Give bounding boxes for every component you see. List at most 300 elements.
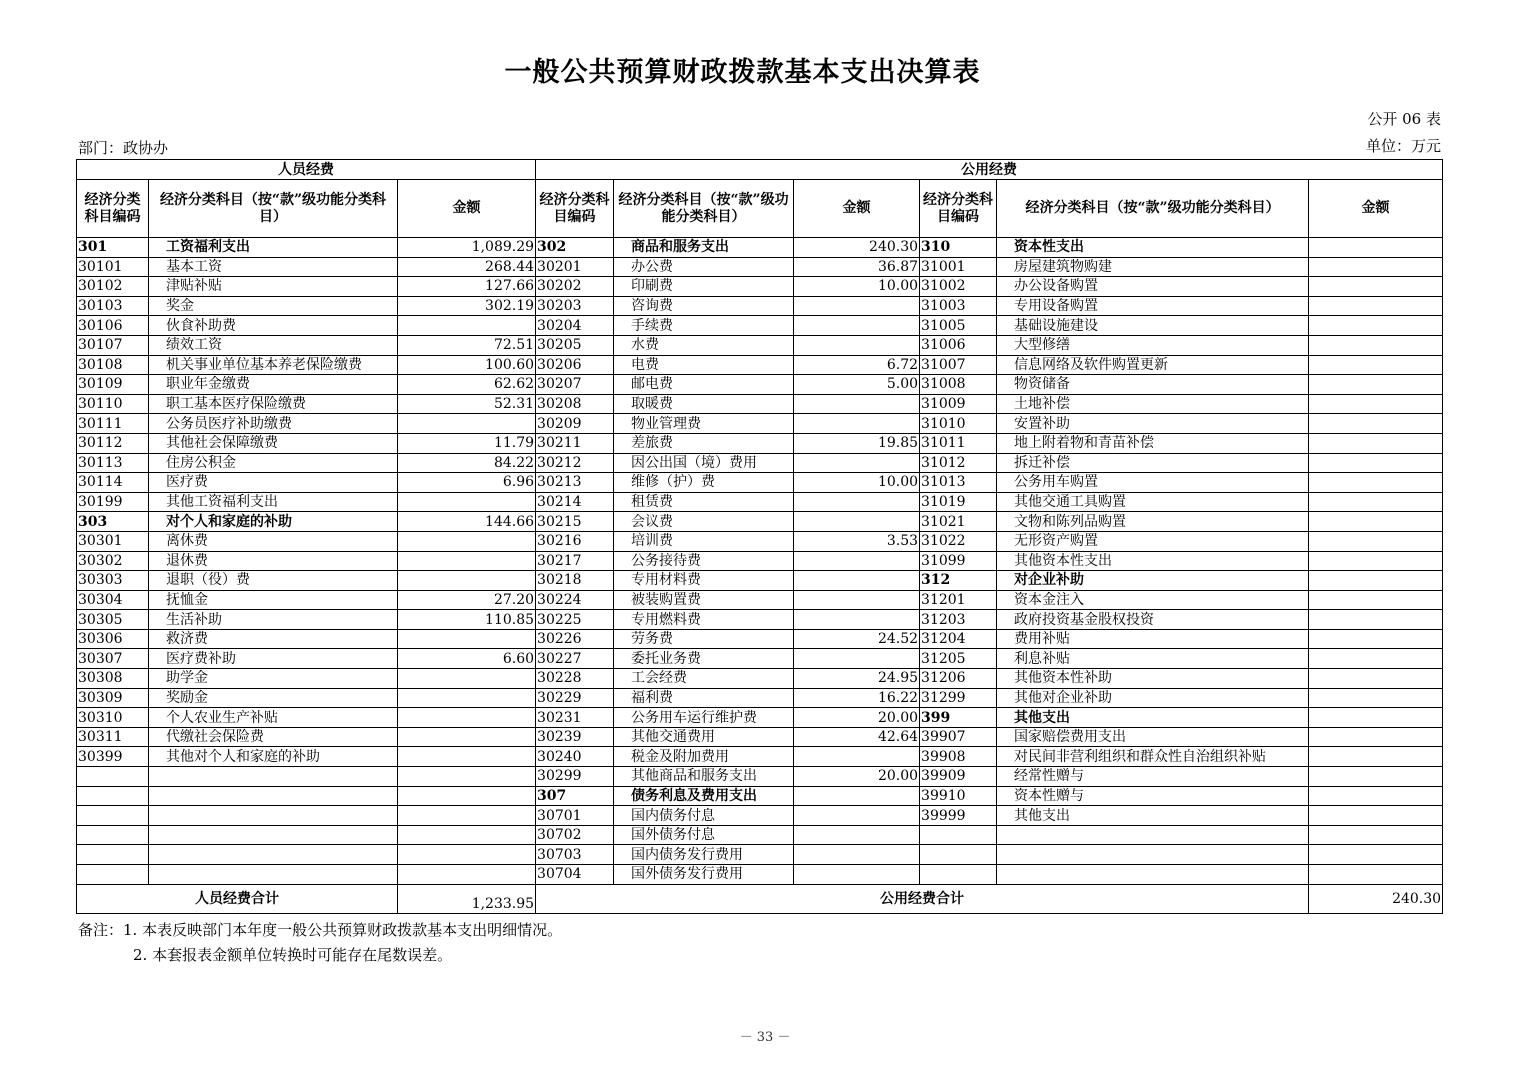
row-code-cell: 30205 bbox=[536, 335, 614, 355]
row-amount-cell bbox=[794, 551, 920, 571]
row-code-cell: 31007 bbox=[920, 355, 997, 375]
row-code-cell: 30704 bbox=[536, 865, 614, 885]
row-subject-cell: 其他商品和服务支出 bbox=[614, 767, 794, 787]
row-code-cell: 307 bbox=[536, 786, 614, 806]
row-amount-cell: 84.22 bbox=[398, 453, 536, 473]
row-code-cell: 30399 bbox=[77, 747, 149, 767]
unit-label: 单位：万元 bbox=[1365, 137, 1441, 155]
row-code-cell: 30231 bbox=[536, 708, 614, 728]
table-row bbox=[77, 865, 1443, 885]
row-subject-cell: 利息补贴 bbox=[997, 649, 1309, 669]
table-row bbox=[77, 296, 1443, 316]
row-subject-cell bbox=[149, 845, 398, 865]
row-amount-cell bbox=[398, 825, 536, 845]
row-subject-cell: 因公出国（境）费用 bbox=[614, 453, 794, 473]
row-amount-cell: 24.95 bbox=[794, 669, 920, 689]
header-amount: 金额 bbox=[1309, 180, 1443, 238]
row-subject-cell: 生活补助 bbox=[149, 610, 398, 630]
row-amount-cell bbox=[1309, 335, 1443, 355]
row-subject-cell: 离休费 bbox=[149, 531, 398, 551]
row-code-cell: 30217 bbox=[536, 551, 614, 571]
row-code-cell: 30304 bbox=[77, 590, 149, 610]
row-code-cell: 30216 bbox=[536, 531, 614, 551]
row-subject-cell: 会议费 bbox=[614, 512, 794, 532]
row-subject-cell: 土地补偿 bbox=[997, 394, 1309, 414]
table-row bbox=[77, 708, 1443, 728]
row-subject-cell bbox=[997, 865, 1309, 885]
table-row bbox=[77, 335, 1443, 355]
row-amount-cell bbox=[1309, 473, 1443, 493]
row-subject-cell: 个人农业生产补贴 bbox=[149, 708, 398, 728]
row-subject-cell: 其他资本性支出 bbox=[997, 551, 1309, 571]
table-row bbox=[77, 355, 1443, 375]
row-amount-cell bbox=[1309, 747, 1443, 767]
row-subject-cell: 福利费 bbox=[614, 688, 794, 708]
row-subject-cell bbox=[149, 865, 398, 885]
row-code-cell: 39999 bbox=[920, 806, 997, 826]
row-code-cell: 302 bbox=[536, 238, 614, 258]
row-code-cell: 30240 bbox=[536, 747, 614, 767]
row-subject-cell: 物业管理费 bbox=[614, 414, 794, 434]
row-code-cell: 30106 bbox=[77, 316, 149, 336]
row-amount-cell bbox=[398, 727, 536, 747]
row-amount-cell bbox=[794, 806, 920, 826]
row-code-cell: 30109 bbox=[77, 375, 149, 395]
row-subject-cell: 工会经费 bbox=[614, 669, 794, 689]
table-row bbox=[77, 238, 1443, 258]
row-subject-cell: 专用燃料费 bbox=[614, 610, 794, 630]
table-row bbox=[77, 649, 1443, 669]
row-code-cell: 30103 bbox=[77, 296, 149, 316]
header-subject: 经济分类科目（按“款”级功能分类科目） bbox=[997, 180, 1309, 238]
row-code-cell: 30101 bbox=[77, 257, 149, 277]
row-code-cell: 303 bbox=[77, 512, 149, 532]
row-subject-cell: 其他支出 bbox=[997, 806, 1309, 826]
row-amount-cell bbox=[1309, 845, 1443, 865]
row-code-cell: 30301 bbox=[77, 531, 149, 551]
row-code-cell: 30307 bbox=[77, 649, 149, 669]
row-code-cell: 30308 bbox=[77, 669, 149, 689]
row-subject-cell: 国内债务付息 bbox=[614, 806, 794, 826]
row-subject-cell: 国外债务发行费用 bbox=[614, 865, 794, 885]
note-line-1: 备注：1. 本表反映部门本年度一般公共预算财政拨款基本支出明细情况。 bbox=[78, 921, 563, 939]
row-amount-cell bbox=[1309, 512, 1443, 532]
row-subject-cell: 政府投资基金股权投资 bbox=[997, 610, 1309, 630]
row-code-cell: 30703 bbox=[536, 845, 614, 865]
row-subject-cell: 退休费 bbox=[149, 551, 398, 571]
row-code-cell bbox=[77, 825, 149, 845]
row-code-cell: 39909 bbox=[920, 767, 997, 787]
row-subject-cell: 其他工资福利支出 bbox=[149, 492, 398, 512]
row-subject-cell: 退职（役）费 bbox=[149, 571, 398, 591]
row-code-cell: 31299 bbox=[920, 688, 997, 708]
row-code-cell: 39908 bbox=[920, 747, 997, 767]
row-amount-cell bbox=[794, 786, 920, 806]
row-subject-cell: 专用设备购置 bbox=[997, 296, 1309, 316]
table-row bbox=[77, 806, 1443, 826]
row-amount-cell: 6.96 bbox=[398, 473, 536, 493]
public-total-value: 240.30 bbox=[1309, 884, 1443, 913]
row-amount-cell: 127.66 bbox=[398, 277, 536, 297]
table-row bbox=[77, 688, 1443, 708]
row-code-cell: 31011 bbox=[920, 433, 997, 453]
row-code-cell: 30202 bbox=[536, 277, 614, 297]
row-code-cell: 31099 bbox=[920, 551, 997, 571]
table-row bbox=[77, 531, 1443, 551]
table-row bbox=[77, 767, 1443, 787]
row-amount-cell: 144.66 bbox=[398, 512, 536, 532]
row-amount-cell bbox=[398, 669, 536, 689]
row-code-cell: 30201 bbox=[536, 257, 614, 277]
table-row bbox=[77, 512, 1443, 532]
row-amount-cell: 5.00 bbox=[794, 375, 920, 395]
row-code-cell: 30212 bbox=[536, 453, 614, 473]
row-code-cell: 30199 bbox=[77, 492, 149, 512]
table-row bbox=[77, 316, 1443, 336]
row-amount-cell: 72.51 bbox=[398, 335, 536, 355]
row-amount-cell bbox=[1309, 316, 1443, 336]
row-subject-cell bbox=[149, 825, 398, 845]
personnel-total-value: 1,233.95 bbox=[398, 884, 536, 913]
row-subject-cell: 劳务费 bbox=[614, 629, 794, 649]
row-amount-cell: 20.00 bbox=[794, 708, 920, 728]
row-code-cell: 31005 bbox=[920, 316, 997, 336]
table-row bbox=[77, 845, 1443, 865]
row-subject-cell: 机关事业单位基本养老保险缴费 bbox=[149, 355, 398, 375]
table-row bbox=[77, 727, 1443, 747]
row-code-cell: 31010 bbox=[920, 414, 997, 434]
row-code-cell: 30226 bbox=[536, 629, 614, 649]
row-subject-cell: 其他交通工具购置 bbox=[997, 492, 1309, 512]
row-amount-cell: 302.19 bbox=[398, 296, 536, 316]
row-amount-cell: 10.00 bbox=[794, 277, 920, 297]
header-amount: 金额 bbox=[794, 180, 920, 238]
row-subject-cell: 维修（护）费 bbox=[614, 473, 794, 493]
row-amount-cell bbox=[398, 865, 536, 885]
row-subject-cell: 其他资本性补助 bbox=[997, 669, 1309, 689]
row-amount-cell bbox=[794, 590, 920, 610]
row-subject-cell: 基本工资 bbox=[149, 257, 398, 277]
row-code-cell: 31008 bbox=[920, 375, 997, 395]
row-code-cell: 30110 bbox=[77, 394, 149, 414]
row-subject-cell: 职业年金缴费 bbox=[149, 375, 398, 395]
table-row bbox=[77, 433, 1443, 453]
row-code-cell: 31019 bbox=[920, 492, 997, 512]
row-code-cell: 31002 bbox=[920, 277, 997, 297]
row-amount-cell bbox=[398, 786, 536, 806]
row-amount-cell bbox=[1309, 296, 1443, 316]
header-code: 经济分类科目编码 bbox=[536, 180, 614, 238]
row-amount-cell bbox=[1309, 669, 1443, 689]
row-amount-cell bbox=[1309, 825, 1443, 845]
row-subject-cell: 医疗费 bbox=[149, 473, 398, 493]
row-code-cell: 31021 bbox=[920, 512, 997, 532]
row-subject-cell: 伙食补助费 bbox=[149, 316, 398, 336]
row-amount-cell: 24.52 bbox=[794, 629, 920, 649]
row-code-cell: 30214 bbox=[536, 492, 614, 512]
row-amount-cell bbox=[1309, 375, 1443, 395]
row-amount-cell bbox=[1309, 238, 1443, 258]
row-amount-cell: 11.79 bbox=[398, 433, 536, 453]
row-code-cell: 30311 bbox=[77, 727, 149, 747]
row-subject-cell: 奖励金 bbox=[149, 688, 398, 708]
row-subject-cell: 对民间非营利组织和群众性自治组织补贴 bbox=[997, 747, 1309, 767]
row-subject-cell: 其他对个人和家庭的补助 bbox=[149, 747, 398, 767]
row-subject-cell: 电费 bbox=[614, 355, 794, 375]
row-code-cell: 30113 bbox=[77, 453, 149, 473]
row-amount-cell: 100.60 bbox=[398, 355, 536, 375]
row-subject-cell: 资本金注入 bbox=[997, 590, 1309, 610]
row-subject-cell: 费用补贴 bbox=[997, 629, 1309, 649]
row-code-cell bbox=[77, 767, 149, 787]
row-subject-cell: 奖金 bbox=[149, 296, 398, 316]
row-subject-cell: 抚恤金 bbox=[149, 590, 398, 610]
row-amount-cell bbox=[398, 688, 536, 708]
row-code-cell: 30111 bbox=[77, 414, 149, 434]
row-amount-cell: 42.64 bbox=[794, 727, 920, 747]
row-subject-cell: 工资福利支出 bbox=[149, 238, 398, 258]
row-code-cell: 30299 bbox=[536, 767, 614, 787]
row-code-cell: 31012 bbox=[920, 453, 997, 473]
row-subject-cell: 其他支出 bbox=[997, 708, 1309, 728]
row-subject-cell: 职工基本医疗保险缴费 bbox=[149, 394, 398, 414]
row-subject-cell: 印刷费 bbox=[614, 277, 794, 297]
row-code-cell: 31203 bbox=[920, 610, 997, 630]
row-amount-cell: 3.53 bbox=[794, 531, 920, 551]
row-code-cell: 30309 bbox=[77, 688, 149, 708]
row-code-cell bbox=[920, 865, 997, 885]
row-subject-cell: 其他交通费用 bbox=[614, 727, 794, 747]
row-amount-cell bbox=[1309, 767, 1443, 787]
row-subject-cell: 办公费 bbox=[614, 257, 794, 277]
row-amount-cell: 110.85 bbox=[398, 610, 536, 630]
row-code-cell: 30102 bbox=[77, 277, 149, 297]
row-code-cell: 30213 bbox=[536, 473, 614, 493]
row-subject-cell: 对个人和家庭的补助 bbox=[149, 512, 398, 532]
row-amount-cell bbox=[1309, 629, 1443, 649]
row-code-cell: 30211 bbox=[536, 433, 614, 453]
row-subject-cell: 债务利息及费用支出 bbox=[614, 786, 794, 806]
row-code-cell: 30112 bbox=[77, 433, 149, 453]
row-subject-cell: 物资储备 bbox=[997, 375, 1309, 395]
table-row bbox=[77, 825, 1443, 845]
row-subject-cell: 租赁费 bbox=[614, 492, 794, 512]
row-amount-cell bbox=[1309, 806, 1443, 826]
row-code-cell: 39910 bbox=[920, 786, 997, 806]
row-code-cell: 30228 bbox=[536, 669, 614, 689]
row-code-cell: 30303 bbox=[77, 571, 149, 591]
row-amount-cell bbox=[794, 845, 920, 865]
row-subject-cell: 办公设备购置 bbox=[997, 277, 1309, 297]
note-line-2: 2. 本套报表金额单位转换时可能存在尾数误差。 bbox=[133, 946, 453, 964]
row-code-cell bbox=[920, 825, 997, 845]
table-row bbox=[77, 571, 1443, 591]
column-header-row bbox=[77, 180, 1443, 238]
row-code-cell bbox=[77, 806, 149, 826]
row-code-cell: 31009 bbox=[920, 394, 997, 414]
row-amount-cell bbox=[398, 806, 536, 826]
row-amount-cell bbox=[794, 825, 920, 845]
table-row bbox=[77, 473, 1443, 493]
row-amount-cell bbox=[794, 414, 920, 434]
row-subject-cell: 公务用车购置 bbox=[997, 473, 1309, 493]
row-subject-cell: 商品和服务支出 bbox=[614, 238, 794, 258]
row-code-cell bbox=[920, 845, 997, 865]
totals-row bbox=[77, 884, 1443, 913]
row-code-cell: 31013 bbox=[920, 473, 997, 493]
row-amount-cell: 27.20 bbox=[398, 590, 536, 610]
row-code-cell: 399 bbox=[920, 708, 997, 728]
public-total-label: 公用经费合计 bbox=[536, 884, 1309, 913]
row-amount-cell bbox=[794, 865, 920, 885]
row-code-cell: 30305 bbox=[77, 610, 149, 630]
row-code-cell: 30203 bbox=[536, 296, 614, 316]
row-subject-cell: 文物和陈列品购置 bbox=[997, 512, 1309, 532]
row-amount-cell bbox=[1309, 394, 1443, 414]
table-row bbox=[77, 414, 1443, 434]
row-code-cell: 30225 bbox=[536, 610, 614, 630]
row-code-cell: 30702 bbox=[536, 825, 614, 845]
row-amount-cell bbox=[794, 512, 920, 532]
row-code-cell: 30224 bbox=[536, 590, 614, 610]
row-code-cell: 30108 bbox=[77, 355, 149, 375]
row-subject-cell: 公务接待费 bbox=[614, 551, 794, 571]
row-subject-cell: 其他对企业补助 bbox=[997, 688, 1309, 708]
row-amount-cell: 62.62 bbox=[398, 375, 536, 395]
row-amount-cell bbox=[1309, 257, 1443, 277]
row-amount-cell bbox=[1309, 355, 1443, 375]
row-subject-cell: 被装购置费 bbox=[614, 590, 794, 610]
row-code-cell: 30208 bbox=[536, 394, 614, 414]
row-amount-cell: 6.60 bbox=[398, 649, 536, 669]
row-subject-cell: 津贴补贴 bbox=[149, 277, 398, 297]
row-subject-cell: 助学金 bbox=[149, 669, 398, 689]
row-code-cell: 30306 bbox=[77, 629, 149, 649]
row-amount-cell: 10.00 bbox=[794, 473, 920, 493]
table-row bbox=[77, 551, 1443, 571]
row-subject-cell: 资本性支出 bbox=[997, 238, 1309, 258]
row-code-cell: 30114 bbox=[77, 473, 149, 493]
table-row bbox=[77, 786, 1443, 806]
row-subject-cell bbox=[997, 845, 1309, 865]
row-amount-cell bbox=[398, 531, 536, 551]
row-subject-cell: 地上附着物和青苗补偿 bbox=[997, 433, 1309, 453]
row-subject-cell: 取暖费 bbox=[614, 394, 794, 414]
row-code-cell bbox=[77, 865, 149, 885]
row-amount-cell bbox=[794, 610, 920, 630]
row-amount-cell: 6.72 bbox=[794, 355, 920, 375]
row-amount-cell bbox=[398, 414, 536, 434]
row-subject-cell: 经常性赠与 bbox=[997, 767, 1309, 787]
row-subject-cell: 邮电费 bbox=[614, 375, 794, 395]
row-amount-cell bbox=[794, 453, 920, 473]
row-subject-cell: 公务员医疗补助缴费 bbox=[149, 414, 398, 434]
row-subject-cell: 培训费 bbox=[614, 531, 794, 551]
header-code: 经济分类科目编码 bbox=[77, 180, 149, 238]
department-label: 部门：政协办 bbox=[78, 139, 169, 157]
row-amount-cell bbox=[1309, 453, 1443, 473]
table-row bbox=[77, 610, 1443, 630]
row-code-cell: 312 bbox=[920, 571, 997, 591]
row-amount-cell bbox=[1309, 414, 1443, 434]
row-amount-cell bbox=[1309, 531, 1443, 551]
row-subject-cell: 国外债务付息 bbox=[614, 825, 794, 845]
row-subject-cell: 拆迁补偿 bbox=[997, 453, 1309, 473]
row-subject-cell: 国内债务发行费用 bbox=[614, 845, 794, 865]
personnel-total-label: 人员经费合计 bbox=[77, 884, 398, 913]
row-subject-cell: 代缴社会保险费 bbox=[149, 727, 398, 747]
row-code-cell: 30218 bbox=[536, 571, 614, 591]
row-subject-cell: 房屋建筑物购建 bbox=[997, 257, 1309, 277]
row-amount-cell bbox=[398, 571, 536, 591]
row-code-cell: 30209 bbox=[536, 414, 614, 434]
row-amount-cell: 240.30 bbox=[794, 238, 920, 258]
row-subject-cell: 基础设施建设 bbox=[997, 316, 1309, 336]
row-amount-cell bbox=[1309, 492, 1443, 512]
row-subject-cell: 水费 bbox=[614, 335, 794, 355]
header-code: 经济分类科目编码 bbox=[920, 180, 997, 238]
row-amount-cell bbox=[1309, 865, 1443, 885]
row-amount-cell bbox=[794, 316, 920, 336]
row-subject-cell: 差旅费 bbox=[614, 433, 794, 453]
header-subject: 经济分类科目（按“款”级功能分类科目） bbox=[149, 180, 398, 238]
row-amount-cell bbox=[1309, 277, 1443, 297]
row-amount-cell bbox=[794, 492, 920, 512]
row-amount-cell bbox=[794, 747, 920, 767]
row-amount-cell bbox=[398, 316, 536, 336]
row-code-cell: 30206 bbox=[536, 355, 614, 375]
row-amount-cell bbox=[1309, 649, 1443, 669]
row-code-cell: 31204 bbox=[920, 629, 997, 649]
table-row bbox=[77, 375, 1443, 395]
table-row bbox=[77, 394, 1443, 414]
row-subject-cell bbox=[149, 786, 398, 806]
row-amount-cell bbox=[794, 335, 920, 355]
row-code-cell: 31201 bbox=[920, 590, 997, 610]
table-row bbox=[77, 590, 1443, 610]
row-subject-cell: 手续费 bbox=[614, 316, 794, 336]
row-code-cell: 31022 bbox=[920, 531, 997, 551]
row-code-cell: 30239 bbox=[536, 727, 614, 747]
row-subject-cell: 国家赔偿费用支出 bbox=[997, 727, 1309, 747]
row-amount-cell: 52.31 bbox=[398, 394, 536, 414]
page-number: － 33 － bbox=[739, 1030, 791, 1045]
row-amount-cell bbox=[1309, 590, 1443, 610]
row-code-cell: 30229 bbox=[536, 688, 614, 708]
section-personnel: 人员经费 bbox=[77, 160, 536, 180]
row-subject-cell: 咨询费 bbox=[614, 296, 794, 316]
row-amount-cell bbox=[398, 708, 536, 728]
row-amount-cell bbox=[1309, 433, 1443, 453]
row-subject-cell: 住房公积金 bbox=[149, 453, 398, 473]
row-subject-cell: 对企业补助 bbox=[997, 571, 1309, 591]
row-amount-cell bbox=[1309, 708, 1443, 728]
row-subject-cell: 无形资产购置 bbox=[997, 531, 1309, 551]
row-amount-cell bbox=[1309, 610, 1443, 630]
row-amount-cell bbox=[1309, 727, 1443, 747]
row-subject-cell bbox=[149, 806, 398, 826]
row-code-cell: 31001 bbox=[920, 257, 997, 277]
row-amount-cell: 19.85 bbox=[794, 433, 920, 453]
table-number: 公开 06 表 bbox=[1367, 110, 1441, 128]
row-amount-cell bbox=[1309, 786, 1443, 806]
row-amount-cell: 16.22 bbox=[794, 688, 920, 708]
row-code-cell: 30204 bbox=[536, 316, 614, 336]
row-code-cell: 30215 bbox=[536, 512, 614, 532]
table-row bbox=[77, 669, 1443, 689]
table-row bbox=[77, 629, 1443, 649]
section-header-row bbox=[77, 160, 1443, 180]
